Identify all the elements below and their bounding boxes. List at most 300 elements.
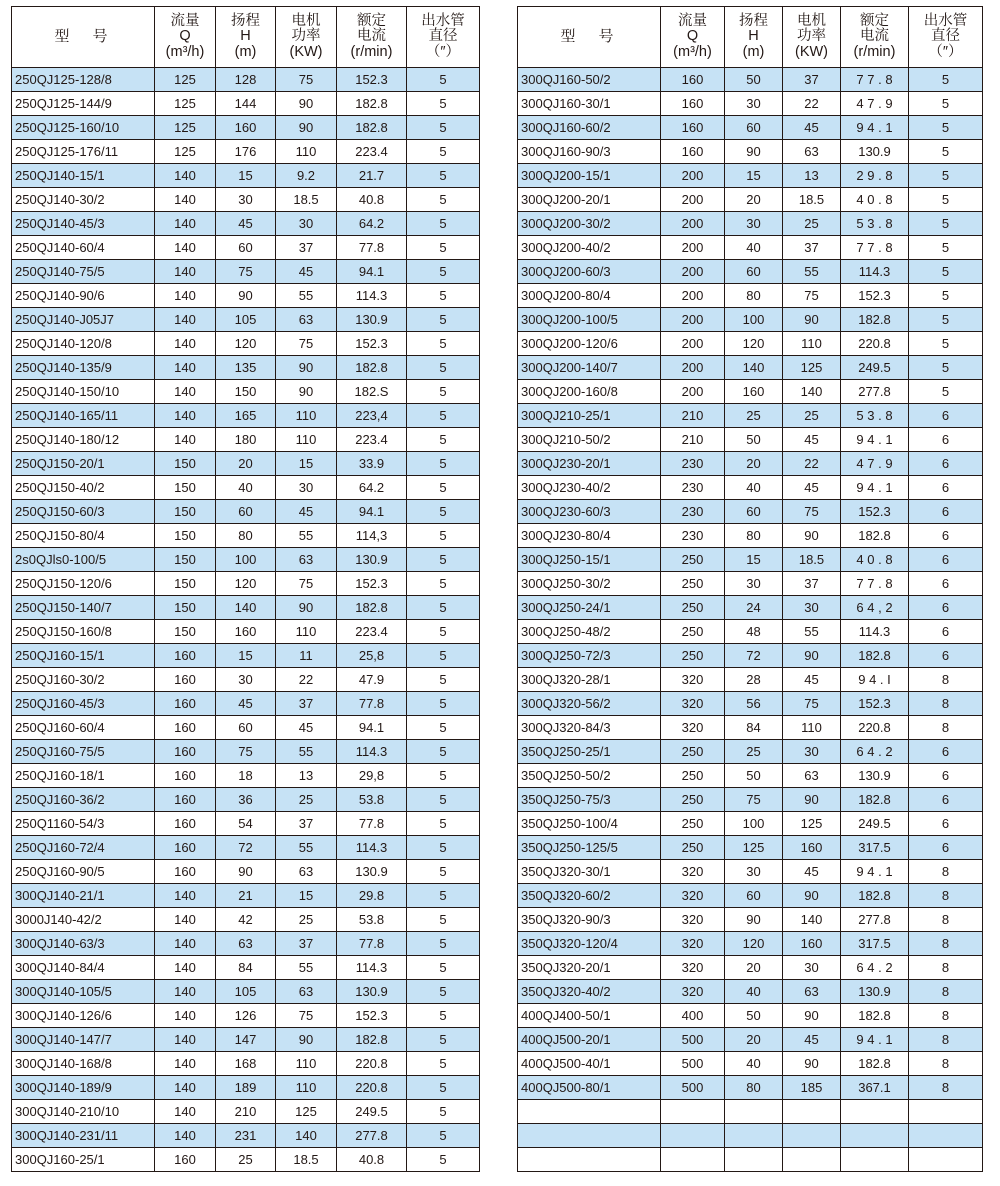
table-row <box>12 1004 480 1028</box>
head-cell: 45 <box>216 692 276 716</box>
flow-cell: 250 <box>661 572 725 596</box>
table-row <box>12 1124 480 1148</box>
current-cell: 77.8 <box>337 236 407 260</box>
flow-cell: 160 <box>155 692 216 716</box>
power-cell: 75 <box>783 500 841 524</box>
flow-cell: 140 <box>155 956 216 980</box>
outlet-cell: 5 <box>407 116 480 140</box>
head-cell: 40 <box>725 476 783 500</box>
model-cell: 300QJ200-120/6 <box>518 332 661 356</box>
current-cell: 94.1 <box>337 500 407 524</box>
head-cell: 20 <box>725 188 783 212</box>
current-cell: 4 0 . 8 <box>841 188 909 212</box>
model-cell: 300QJ320-28/1 <box>518 668 661 692</box>
model-cell: 300QJ200-140/7 <box>518 356 661 380</box>
table-row <box>518 1052 983 1076</box>
head-cell: 20 <box>725 956 783 980</box>
outlet-cell: 5 <box>407 92 480 116</box>
model-cell: 300QJ250-72/3 <box>518 644 661 668</box>
flow-cell: 210 <box>661 428 725 452</box>
outlet-cell: 6 <box>909 836 983 860</box>
flow-cell: 160 <box>661 92 725 116</box>
power-cell: 75 <box>276 1004 337 1028</box>
head-cell: 30 <box>725 572 783 596</box>
head-cell: 75 <box>725 788 783 812</box>
outlet-cell: 5 <box>407 164 480 188</box>
current-cell: 6 4 . 2 <box>841 740 909 764</box>
flow-cell: 150 <box>155 452 216 476</box>
flow-cell: 160 <box>155 1148 216 1172</box>
current-cell: 182.8 <box>841 788 909 812</box>
head-cell: 75 <box>216 740 276 764</box>
power-cell: 13 <box>783 164 841 188</box>
table-row <box>12 1100 480 1124</box>
outlet-cell: 5 <box>407 548 480 572</box>
head-cell: 160 <box>216 116 276 140</box>
table-row <box>518 1004 983 1028</box>
outlet-cell: 6 <box>909 740 983 764</box>
head-cell: 144 <box>216 92 276 116</box>
table-row <box>12 140 480 164</box>
table-row <box>518 428 983 452</box>
outlet-cell: 8 <box>909 1076 983 1100</box>
model-cell: 250Q1160-54/3 <box>12 812 155 836</box>
table-row <box>12 212 480 236</box>
model-cell: 350QJ250-75/3 <box>518 788 661 812</box>
flow-cell: 200 <box>661 164 725 188</box>
column-header-power: 电机 功率 (KW) <box>783 7 841 68</box>
outlet-cell: 5 <box>407 1100 480 1124</box>
head-cell: 28 <box>725 668 783 692</box>
table-row <box>518 908 983 932</box>
outlet-cell: 6 <box>909 644 983 668</box>
head-cell: 80 <box>216 524 276 548</box>
model-cell: 250QJ140-45/3 <box>12 212 155 236</box>
power-cell: 30 <box>783 596 841 620</box>
current-cell: 94.1 <box>337 716 407 740</box>
table-row <box>12 692 480 716</box>
power-cell: 25 <box>783 212 841 236</box>
outlet-cell: 5 <box>909 260 983 284</box>
model-cell: 300QJ250-24/1 <box>518 596 661 620</box>
head-cell: 15 <box>216 164 276 188</box>
head-cell: 25 <box>216 1148 276 1172</box>
table-row <box>518 1028 983 1052</box>
current-cell: 182.8 <box>841 884 909 908</box>
flow-cell <box>661 1100 725 1124</box>
head-cell <box>725 1100 783 1124</box>
outlet-cell: 6 <box>909 500 983 524</box>
model-cell: 250QJ160-60/4 <box>12 716 155 740</box>
current-cell: 182.8 <box>337 116 407 140</box>
outlet-cell: 5 <box>407 380 480 404</box>
model-cell <box>518 1148 661 1172</box>
flow-cell: 140 <box>155 884 216 908</box>
outlet-cell: 5 <box>407 404 480 428</box>
power-cell: 11 <box>276 644 337 668</box>
power-cell: 90 <box>276 356 337 380</box>
current-cell: 9 4 . 1 <box>841 116 909 140</box>
flow-cell: 140 <box>155 1076 216 1100</box>
head-cell: 25 <box>725 404 783 428</box>
head-cell: 210 <box>216 1100 276 1124</box>
flow-cell: 250 <box>661 596 725 620</box>
flow-cell: 150 <box>155 596 216 620</box>
flow-cell: 200 <box>661 212 725 236</box>
power-cell: 140 <box>276 1124 337 1148</box>
model-cell: 250QJ140-15/1 <box>12 164 155 188</box>
flow-cell: 230 <box>661 476 725 500</box>
model-cell: 300QJ160-25/1 <box>12 1148 155 1172</box>
head-cell: 40 <box>725 980 783 1004</box>
model-cell: 2s0QJls0-100/5 <box>12 548 155 572</box>
head-cell: 60 <box>725 884 783 908</box>
current-cell: 152.3 <box>841 284 909 308</box>
table-row <box>518 836 983 860</box>
head-cell <box>725 1148 783 1172</box>
power-cell: 25 <box>276 908 337 932</box>
table-row <box>12 308 480 332</box>
power-cell: 55 <box>276 284 337 308</box>
current-cell: 114.3 <box>841 260 909 284</box>
model-cell: 300QJ140-147/7 <box>12 1028 155 1052</box>
power-cell: 110 <box>276 1052 337 1076</box>
model-cell: 250QJ160-45/3 <box>12 692 155 716</box>
flow-cell: 150 <box>155 548 216 572</box>
model-cell: 300QJ140-168/8 <box>12 1052 155 1076</box>
model-cell: 300QJ230-20/1 <box>518 452 661 476</box>
model-cell: 300QJ210-50/2 <box>518 428 661 452</box>
column-header-power: 电机 功率 (KW) <box>276 7 337 68</box>
column-header-current: 额定 电流 (r/min) <box>337 7 407 68</box>
outlet-cell: 8 <box>909 860 983 884</box>
table-row <box>518 644 983 668</box>
current-cell: 53.8 <box>337 908 407 932</box>
current-cell: 2 9 . 8 <box>841 164 909 188</box>
table-row <box>12 620 480 644</box>
flow-cell: 140 <box>155 236 216 260</box>
model-cell: 350QJ250-50/2 <box>518 764 661 788</box>
current-cell: 130.9 <box>337 860 407 884</box>
head-cell: 90 <box>216 284 276 308</box>
flow-cell: 125 <box>155 92 216 116</box>
power-cell: 90 <box>276 92 337 116</box>
table-row <box>518 332 983 356</box>
flow-cell: 140 <box>155 212 216 236</box>
flow-cell: 250 <box>661 620 725 644</box>
table-row <box>518 812 983 836</box>
outlet-cell: 6 <box>909 620 983 644</box>
flow-cell: 200 <box>661 356 725 380</box>
head-cell: 120 <box>216 572 276 596</box>
model-cell: 350QJ320-90/3 <box>518 908 661 932</box>
table-row <box>12 404 480 428</box>
outlet-cell: 6 <box>909 428 983 452</box>
table-row <box>518 356 983 380</box>
head-cell: 128 <box>216 68 276 92</box>
table-row <box>518 956 983 980</box>
outlet-cell: 5 <box>407 884 480 908</box>
head-cell: 176 <box>216 140 276 164</box>
current-cell: 94.1 <box>337 260 407 284</box>
model-cell: 250QJ160-72/4 <box>12 836 155 860</box>
current-cell: 182.8 <box>841 1052 909 1076</box>
outlet-cell: 6 <box>909 476 983 500</box>
table-row <box>12 236 480 260</box>
outlet-cell: 5 <box>407 260 480 284</box>
outlet-cell: 5 <box>407 764 480 788</box>
table-row <box>518 788 983 812</box>
power-cell: 55 <box>276 836 337 860</box>
current-cell: 182.8 <box>337 596 407 620</box>
outlet-cell: 5 <box>407 788 480 812</box>
power-cell: 25 <box>783 404 841 428</box>
table-row <box>518 188 983 212</box>
outlet-cell: 5 <box>909 92 983 116</box>
model-cell: 350QJ320-40/2 <box>518 980 661 1004</box>
model-cell: 400QJ500-80/1 <box>518 1076 661 1100</box>
model-cell: 250QJ125-160/10 <box>12 116 155 140</box>
head-cell: 45 <box>216 212 276 236</box>
head-cell: 80 <box>725 524 783 548</box>
table-row <box>12 908 480 932</box>
table-row <box>518 68 983 92</box>
head-cell: 42 <box>216 908 276 932</box>
outlet-cell: 5 <box>909 116 983 140</box>
model-cell: 300QJ140-231/11 <box>12 1124 155 1148</box>
flow-cell: 140 <box>155 1124 216 1148</box>
table-row <box>12 884 480 908</box>
head-cell: 30 <box>725 860 783 884</box>
model-cell: 250QJ140-150/10 <box>12 380 155 404</box>
outlet-cell: 6 <box>909 788 983 812</box>
power-cell: 18.5 <box>276 188 337 212</box>
head-cell: 60 <box>216 500 276 524</box>
outlet-cell: 6 <box>909 596 983 620</box>
outlet-cell: 5 <box>909 356 983 380</box>
current-cell: 152.3 <box>337 68 407 92</box>
flow-cell: 160 <box>661 116 725 140</box>
head-cell: 105 <box>216 308 276 332</box>
power-cell: 75 <box>276 572 337 596</box>
current-cell: 7 7 . 8 <box>841 572 909 596</box>
current-cell: 152.3 <box>337 332 407 356</box>
table-row <box>518 620 983 644</box>
table-row <box>12 1148 480 1172</box>
table-row <box>518 140 983 164</box>
power-cell: 63 <box>276 860 337 884</box>
power-cell: 110 <box>783 716 841 740</box>
current-cell: 47.9 <box>337 668 407 692</box>
flow-cell: 500 <box>661 1028 725 1052</box>
head-cell: 30 <box>725 92 783 116</box>
table-row <box>12 284 480 308</box>
outlet-cell: 5 <box>909 284 983 308</box>
current-cell: 7 7 . 8 <box>841 236 909 260</box>
model-cell: 300QJ140-210/10 <box>12 1100 155 1124</box>
power-cell: 90 <box>783 524 841 548</box>
outlet-cell: 5 <box>407 1124 480 1148</box>
flow-cell: 150 <box>155 476 216 500</box>
power-cell: 15 <box>276 884 337 908</box>
outlet-cell: 8 <box>909 668 983 692</box>
flow-cell: 200 <box>661 308 725 332</box>
flow-cell: 320 <box>661 932 725 956</box>
head-cell: 120 <box>725 932 783 956</box>
current-cell: 182.8 <box>841 1004 909 1028</box>
flow-cell: 250 <box>661 644 725 668</box>
current-cell: 4 7 . 9 <box>841 452 909 476</box>
power-cell: 45 <box>783 860 841 884</box>
table-row <box>12 452 480 476</box>
flow-cell: 320 <box>661 956 725 980</box>
head-cell: 100 <box>216 548 276 572</box>
outlet-cell: 5 <box>407 668 480 692</box>
model-cell: 300QJ200-15/1 <box>518 164 661 188</box>
model-cell: 250QJ125-176/11 <box>12 140 155 164</box>
head-cell: 30 <box>725 212 783 236</box>
table-row <box>518 596 983 620</box>
table-row <box>12 476 480 500</box>
power-cell: 37 <box>276 692 337 716</box>
flow-cell: 250 <box>661 812 725 836</box>
pump-spec-table-right <box>517 6 983 1172</box>
table-row <box>12 596 480 620</box>
head-cell: 40 <box>216 476 276 500</box>
model-cell: 250QJ140-120/8 <box>12 332 155 356</box>
table-row <box>518 284 983 308</box>
model-cell: 250QJ140-165/11 <box>12 404 155 428</box>
head-cell: 63 <box>216 932 276 956</box>
current-cell: 130.9 <box>841 980 909 1004</box>
outlet-cell <box>909 1124 983 1148</box>
table-row <box>518 308 983 332</box>
current-cell: 77.8 <box>337 932 407 956</box>
model-cell: 300QJ140-63/3 <box>12 932 155 956</box>
head-cell: 20 <box>216 452 276 476</box>
outlet-cell: 5 <box>909 380 983 404</box>
current-cell: 130.9 <box>337 548 407 572</box>
current-cell: 114.3 <box>337 956 407 980</box>
current-cell: 9 4 . 1 <box>841 860 909 884</box>
flow-cell: 160 <box>155 812 216 836</box>
head-cell: 30 <box>216 668 276 692</box>
outlet-cell: 5 <box>407 956 480 980</box>
current-cell: 5 3 . 8 <box>841 212 909 236</box>
table-row <box>12 1076 480 1100</box>
model-cell: 250QJ150-80/4 <box>12 524 155 548</box>
flow-cell: 160 <box>155 836 216 860</box>
power-cell: 63 <box>276 548 337 572</box>
current-cell: 29.8 <box>337 884 407 908</box>
model-cell: 350QJ320-60/2 <box>518 884 661 908</box>
flow-cell: 160 <box>155 644 216 668</box>
head-cell: 160 <box>725 380 783 404</box>
head-cell: 25 <box>725 740 783 764</box>
power-cell: 37 <box>276 812 337 836</box>
current-cell: 249.5 <box>841 356 909 380</box>
outlet-cell: 8 <box>909 692 983 716</box>
power-cell: 110 <box>276 428 337 452</box>
outlet-cell: 6 <box>909 404 983 428</box>
power-cell: 90 <box>276 596 337 620</box>
column-header-head: 扬程 H (m) <box>216 7 276 68</box>
current-cell <box>841 1148 909 1172</box>
outlet-cell: 5 <box>407 836 480 860</box>
flow-cell: 250 <box>661 548 725 572</box>
head-cell: 50 <box>725 764 783 788</box>
power-cell: 140 <box>783 380 841 404</box>
current-cell: 40.8 <box>337 188 407 212</box>
flow-cell: 320 <box>661 980 725 1004</box>
flow-cell: 160 <box>661 68 725 92</box>
model-cell: 300QJ250-48/2 <box>518 620 661 644</box>
flow-cell: 320 <box>661 692 725 716</box>
current-cell: 114.3 <box>841 620 909 644</box>
power-cell: 90 <box>783 644 841 668</box>
outlet-cell: 5 <box>407 356 480 380</box>
model-cell: 300QJ140-189/9 <box>12 1076 155 1100</box>
table-row <box>12 812 480 836</box>
table-row <box>518 764 983 788</box>
current-cell: 249.5 <box>841 812 909 836</box>
head-cell: 60 <box>725 500 783 524</box>
power-cell: 30 <box>783 956 841 980</box>
flow-cell: 200 <box>661 380 725 404</box>
head-cell: 50 <box>725 428 783 452</box>
table-row <box>518 668 983 692</box>
power-cell: 22 <box>783 92 841 116</box>
model-cell: 300QJ200-30/2 <box>518 212 661 236</box>
outlet-cell: 5 <box>909 212 983 236</box>
model-cell: 300QJ320-56/2 <box>518 692 661 716</box>
table-row <box>12 332 480 356</box>
power-cell: 37 <box>276 932 337 956</box>
model-cell: 250QJ150-20/1 <box>12 452 155 476</box>
current-cell: 249.5 <box>337 1100 407 1124</box>
outlet-cell: 5 <box>407 596 480 620</box>
table-row <box>518 548 983 572</box>
head-cell: 140 <box>725 356 783 380</box>
head-cell: 100 <box>725 812 783 836</box>
outlet-cell: 5 <box>407 932 480 956</box>
outlet-cell: 5 <box>407 236 480 260</box>
head-cell: 135 <box>216 356 276 380</box>
current-cell: 220.8 <box>337 1076 407 1100</box>
current-cell: 317.5 <box>841 932 909 956</box>
head-cell: 189 <box>216 1076 276 1100</box>
current-cell: 6 4 . 2 <box>841 956 909 980</box>
flow-cell: 160 <box>155 740 216 764</box>
current-cell: 277.8 <box>841 908 909 932</box>
model-cell: 350QJ320-120/4 <box>518 932 661 956</box>
table-row <box>518 236 983 260</box>
power-cell: 90 <box>783 308 841 332</box>
outlet-cell: 5 <box>407 572 480 596</box>
model-cell: 300QJ200-160/8 <box>518 380 661 404</box>
table-row <box>12 116 480 140</box>
power-cell: 63 <box>783 764 841 788</box>
pump-spec-table-left <box>11 6 480 1172</box>
column-header-outlet: 出水管 直径 （″） <box>407 7 480 68</box>
flow-cell: 140 <box>155 356 216 380</box>
model-cell: 250QJ160-15/1 <box>12 644 155 668</box>
outlet-cell <box>909 1148 983 1172</box>
outlet-cell: 5 <box>407 212 480 236</box>
power-cell: 45 <box>783 668 841 692</box>
current-cell: 223.4 <box>337 428 407 452</box>
current-cell: 9 4 . 1 <box>841 476 909 500</box>
